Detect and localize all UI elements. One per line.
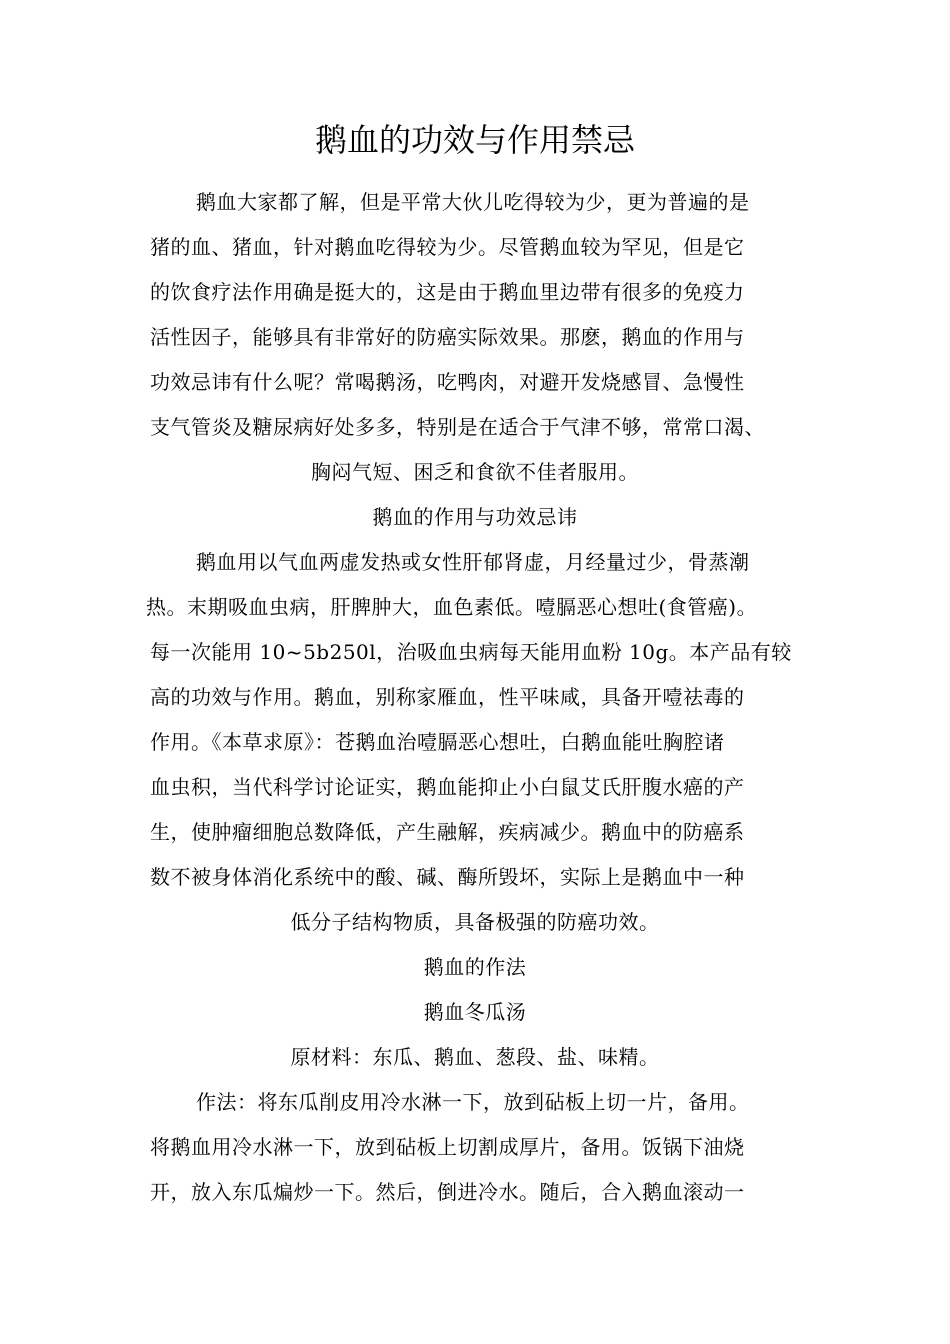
paragraph-line: 高的功效与作用。鹅血，别称家雁血，性平味咸，具备开噎祛毒的 — [150, 685, 745, 709]
paragraph-line: 作法：将东瓜削皮用冷水淋一下，放到砧板上切一片，备用。 — [196, 1090, 750, 1114]
paragraph-line: 猪的血、猪血，针对鹅血吃得较为少。尽管鹅血较为罕见，但是它 — [150, 235, 745, 259]
paragraph-line: 热。末期吸血虫病，肝脾肿大，血色素低。噎膈恶心想吐(食管癌)。 — [146, 595, 758, 619]
paragraph-line: 支气管炎及糖尿病好处多多，特别是在适合于气津不够，常常口渴、 — [150, 415, 765, 439]
recipe-title: 鹅血冬瓜汤 — [423, 1000, 527, 1024]
paragraph-line: 作用。《本草求原》：苍鹅血治噎膈恶心想吐，白鹅血能吐胸腔诸 — [150, 730, 725, 754]
paragraph-line: 功效忌讳有什么呢？常喝鹅汤，吃鸭肉，对避开发烧感冒、急慢性 — [150, 370, 745, 394]
section-heading: 鹅血的作法 — [423, 955, 527, 979]
paragraph-line: 活性因子，能够具有非常好的防癌实际效果。那麽，鹅血的作用与 — [150, 325, 745, 349]
document-title: 鹅血的功效与作用禁忌 — [314, 121, 635, 159]
ingredients-line: 原材料：东瓜、鹅血、葱段、盐、味精。 — [290, 1045, 660, 1069]
section-heading: 鹅血的作用与功效忌讳 — [372, 505, 578, 529]
paragraph-line: 数不被身体消化系统中的酸、碱、酶所毁坏，实际上是鹅血中一种 — [150, 865, 745, 889]
paragraph-line: 鹅血用以气血两虚发热或女性肝郁肾虚，月经量过少，骨蒸潮 — [196, 550, 750, 574]
paragraph-line: 将鹅血用冷水淋一下，放到砧板上切割成厚片，备用。饭锅下油烧 — [150, 1135, 745, 1159]
paragraph-line: 鹅血大家都了解，但是平常大伙儿吃得较为少，更为普遍的是 — [196, 190, 750, 214]
paragraph-line: 低分子结构物质，具备极强的防癌功效。 — [290, 910, 660, 934]
paragraph-line: 生，使肿瘤细胞总数降低，产生融解，疾病减少。鹅血中的防癌系 — [150, 820, 745, 844]
paragraph-line: 开，放入东瓜煸炒一下。然后，倒进冷水。随后，合入鹅血滚动一 — [150, 1180, 745, 1204]
paragraph-line: 胸闷气短、困乏和食欲不佳者服用。 — [311, 460, 639, 484]
paragraph-line: 每一次能用 10~5b250l，治吸血虫病每天能用血粉 10g。本产品有较 — [150, 640, 792, 664]
paragraph-line: 血虫积，当代科学讨论证实，鹅血能抑止小白鼠艾氏肝腹水癌的产 — [150, 775, 745, 799]
paragraph-line: 的饮食疗法作用确是挺大的，这是由于鹅血里边带有很多的免疫力 — [150, 280, 745, 304]
